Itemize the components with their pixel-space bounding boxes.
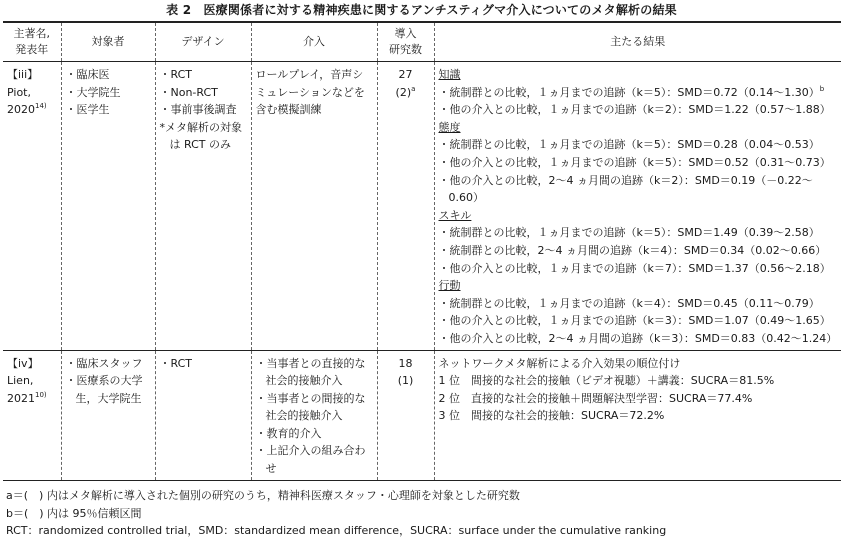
header-count-line2: 研究数	[389, 43, 422, 56]
table-title: 表 2 医療関係者に対する精神疾患に関するアンチスティグマ介入についてのメタ解析の結果	[166, 3, 677, 17]
result-item: ・統制群との比較，2～4 ヵ月間の追跡（k＝4）：SMD＝0.34（0.02～0.66）	[438, 243, 827, 257]
result-category: 行動	[438, 279, 461, 293]
result-line: 1 位 間接的な社会的接触（ビデオ視聴）＋講義：SUCRA＝81.5%	[438, 374, 775, 388]
result-item: ・他の介入との比較，2～4 ヵ月間の追跡（k＝2）：SMD＝0.19（－0.22～0.60）	[438, 173, 813, 205]
result-category: スキル	[438, 208, 472, 222]
design-list	[160, 355, 247, 373]
header-intervention: 介入	[251, 22, 377, 62]
list-item: ・Non-RCT	[159, 85, 218, 99]
result-item: ・統制群との比較，１ヵ月までの追跡（k＝5）：SMD＝0.28（0.04～0.53）	[438, 138, 820, 152]
author-year: 2020	[7, 103, 35, 117]
header-design: デザイン	[155, 22, 251, 62]
result-item: ・他の介入との比較，2～4 ヵ月間の追跡（k＝3）：SMD＝0.83（0.42～1.24）	[438, 331, 838, 345]
list-item: ・教育的介入	[255, 426, 322, 440]
result-item: ・統制群との比較，１ヵ月までの追跡（k＝5）：SMD＝0.72（0.14～1.30）$^b$	[438, 84, 825, 99]
author-year-line	[7, 101, 57, 119]
result-item: ・他の介入との比較，１ヵ月までの追跡（k＝3）：SMD＝1.07（0.49～1.65）	[438, 314, 831, 328]
cell-author	[3, 350, 61, 480]
cell-subjects	[61, 350, 155, 480]
result-item: ・他の介入との比較，１ヵ月までの追跡（k＝7）：SMD＝1.37（0.56～2.18）	[438, 261, 831, 275]
header-author-line1: 主著名,	[13, 27, 50, 40]
cell-count	[377, 350, 434, 480]
author-year: 2021	[7, 391, 35, 405]
author-id: 【iv】	[7, 356, 39, 370]
header-count	[377, 22, 434, 62]
note-abbreviations: RCT：randomized controlled trial，SMD：standardized mean difference，SUCRA：surface under the cumulative ranking	[6, 524, 667, 537]
count-sup: a	[411, 84, 416, 93]
list-item: ・事前事後調査	[159, 103, 237, 117]
count-sub: (2)	[395, 85, 412, 99]
cell-intervention	[251, 350, 377, 480]
cell-author	[3, 62, 61, 351]
list-item: ・大学院生	[65, 85, 121, 99]
header-row	[3, 22, 841, 62]
result-item: ・統制群との比較，１ヵ月までの追跡（k＝4）：SMD＝0.45（0.11～0.79）	[438, 296, 820, 310]
cell-count	[377, 62, 434, 351]
list-item: ・臨床スタッフ	[65, 356, 143, 370]
subjects-list	[66, 66, 151, 119]
table-row	[3, 350, 841, 480]
result-line: 2 位 直接的な社会的接触＋問題解決型学習：SUCRA＝77.4%	[438, 391, 753, 405]
note-b: b＝( ) 内は 95％信頼区間	[6, 506, 142, 520]
result-item: ・他の介入との比較，１ヵ月までの追跡（k＝5）：SMD＝0.52（0.31～0.73）	[438, 155, 831, 169]
table-notes	[6, 487, 840, 540]
list-item: ・臨床医	[65, 68, 110, 81]
count-value: 18	[398, 356, 413, 370]
count-sub: (1)	[397, 374, 414, 388]
result-line: ネットワークメタ解析による介入効果の順位付け	[438, 356, 681, 370]
cell-design	[155, 350, 251, 480]
author-ref: 14)	[35, 102, 47, 111]
author-year-line	[7, 390, 57, 408]
list-item: ・医学生	[65, 103, 110, 117]
author-ref: 10)	[35, 390, 47, 399]
design-list	[160, 66, 247, 154]
result-item: ・統制群との比較，１ヵ月までの追跡（k＝5）：SMD＝1.49（0.39～2.58）	[438, 226, 820, 240]
list-item: ・上記介入の組み合わせ	[255, 444, 366, 476]
cell-results	[434, 62, 841, 351]
header-author-line2: 発表年	[15, 43, 49, 56]
table-row	[3, 62, 841, 351]
result-category: 知識	[438, 68, 461, 81]
cell-intervention: ロールプレイ，音声シミュレーションなどを含む模擬訓練	[251, 62, 377, 351]
count-value: 27	[398, 68, 413, 81]
note-a: a＝( ) 内はメタ解析に導入された個別の研究のうち，精神科医療スタッフ・心理師を対象とした研究数	[6, 489, 520, 502]
result-line: 3 位 間接的な社会的接触：SUCRA＝72.2%	[438, 409, 665, 423]
meta-analysis-table	[3, 21, 841, 481]
list-item: *メタ解析の対象は RCT のみ	[159, 120, 242, 152]
intervention-list	[256, 355, 373, 478]
result-category: 態度	[438, 120, 461, 134]
author-name: Lien,	[7, 374, 34, 388]
cell-design	[155, 62, 251, 351]
result-item: ・他の介入との比較，１ヵ月までの追跡（k＝2）：SMD＝1.22（0.57～1.88）	[438, 103, 831, 117]
author-id: 【iii】	[7, 68, 39, 81]
list-item: ・医療系の大学生，大学院生	[65, 374, 143, 405]
count-sub-line	[382, 84, 430, 102]
subjects-list	[66, 355, 151, 408]
header-author	[3, 22, 61, 62]
list-item: ・RCT	[159, 68, 192, 81]
list-item: ・RCT	[159, 356, 192, 370]
list-item: ・当事者との間接的な社会的接触介入	[255, 391, 366, 423]
header-results: 主たる結果	[434, 22, 841, 62]
author-name: Piot,	[7, 85, 31, 99]
cell-subjects	[61, 62, 155, 351]
header-subjects: 対象者	[61, 22, 155, 62]
header-count-line1: 導入	[394, 27, 417, 40]
list-item: ・当事者との直接的な社会的接触介入	[255, 356, 366, 388]
cell-results	[434, 350, 841, 480]
